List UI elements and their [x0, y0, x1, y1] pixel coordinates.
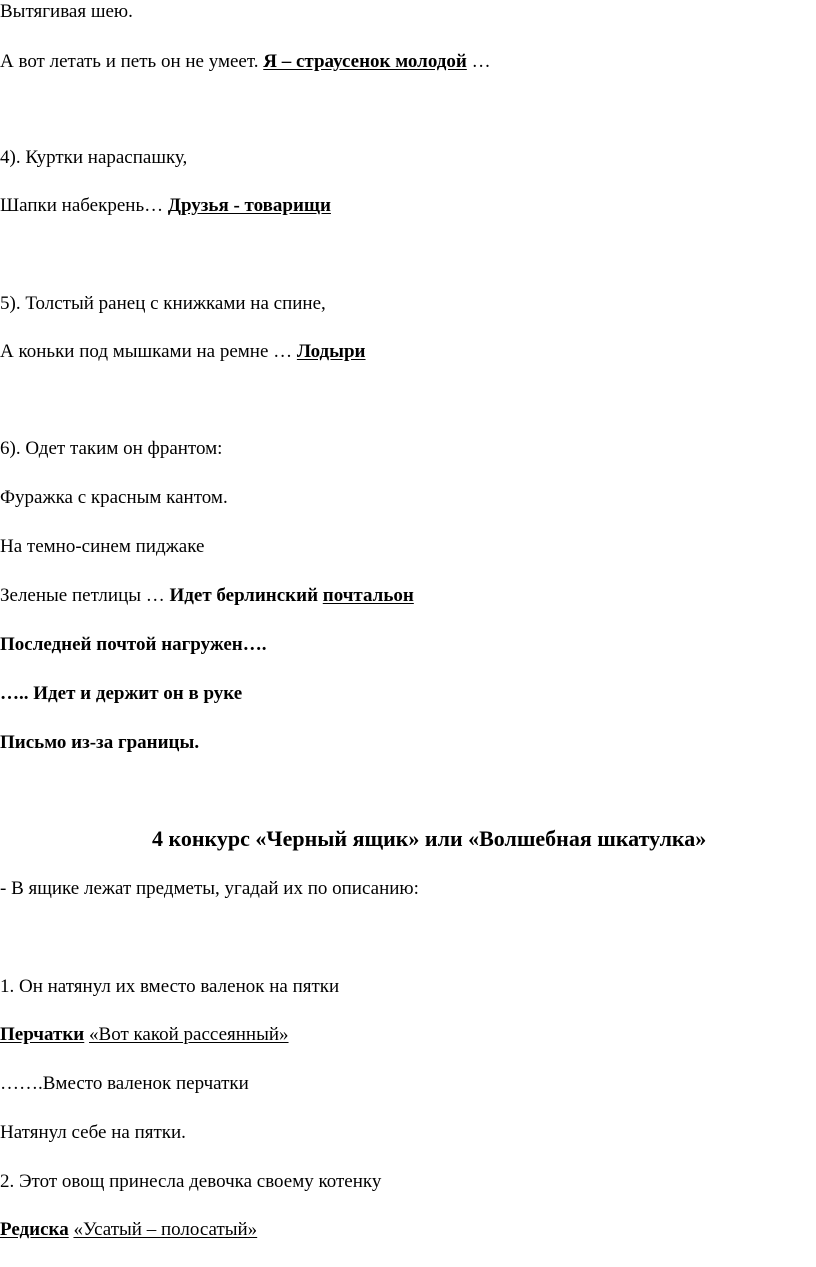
line-text: 2. Этот овощ принесла девочка своему котенку [0, 1171, 382, 1192]
line-text: 4). Куртки нараспашку, [0, 147, 188, 168]
line-text: 6). Одет таким он франтом: [0, 438, 223, 459]
text-line [0, 0, 133, 24]
line-text: 1. Он натянул их вместо валенок на пятки [0, 976, 340, 997]
text-line [0, 1170, 381, 1194]
text-line [0, 1023, 289, 1047]
text-line [0, 877, 419, 901]
text-line [0, 1072, 249, 1096]
line-text: Письмо из-за границы. [0, 732, 200, 753]
text-line [0, 633, 267, 657]
line-text: Последней почтой нагружен…. [0, 634, 267, 655]
text-line [0, 340, 366, 364]
text-line [0, 682, 242, 706]
source-title: «Вот какой рассеянный» [89, 1024, 289, 1045]
text-line [0, 50, 491, 74]
text-line [0, 1218, 257, 1242]
text-line [0, 1121, 186, 1145]
line-text: ….. Идет и держит он в руке [0, 683, 243, 704]
answer-text: Перчатки [0, 1024, 85, 1045]
answer-text: Друзья - товарищи [167, 195, 331, 216]
line-text: Шапки набекрень… [0, 195, 168, 216]
line-text: Натянул себе на пятки. [0, 1122, 186, 1143]
line-text: Вытягивая шею. [0, 1, 133, 22]
line-text: - В ящике лежат предметы, угадай их по описанию: [0, 878, 419, 899]
line-text: 5). Толстый ранец с книжками на спине, [0, 293, 326, 314]
text-line [0, 146, 187, 170]
line-text: А коньки под мышками на ремне … [0, 341, 297, 362]
text-line [0, 194, 331, 218]
line-text: Фуражка с красным кантом. [0, 487, 228, 508]
text-line [0, 486, 228, 510]
text-line [0, 975, 339, 999]
text-line [0, 584, 414, 608]
section-heading: 4 конкурс «Черный ящик» или «Волшебная шкатулка» [152, 826, 707, 851]
line-text: А вот летать и петь он не умеет. [0, 51, 264, 72]
line-text: Зеленые петлицы … [0, 585, 170, 606]
answer-text: Я – страусенок молодой [263, 51, 467, 72]
line-text: На темно-синем пиджаке [0, 536, 205, 557]
line-tail: … [466, 51, 491, 72]
text-line [0, 292, 326, 316]
text-line [0, 437, 222, 461]
answer-text: Лодыри [296, 341, 366, 362]
text-line [0, 731, 199, 755]
answer-text: Редиска [0, 1219, 69, 1240]
source-title: «Усатый – полосатый» [73, 1219, 258, 1240]
text-line [0, 535, 204, 559]
line-text: …….Вместо валенок перчатки [0, 1073, 249, 1094]
answer-text: почтальон [322, 585, 414, 606]
bold-text: Идет берлинский [169, 585, 323, 606]
